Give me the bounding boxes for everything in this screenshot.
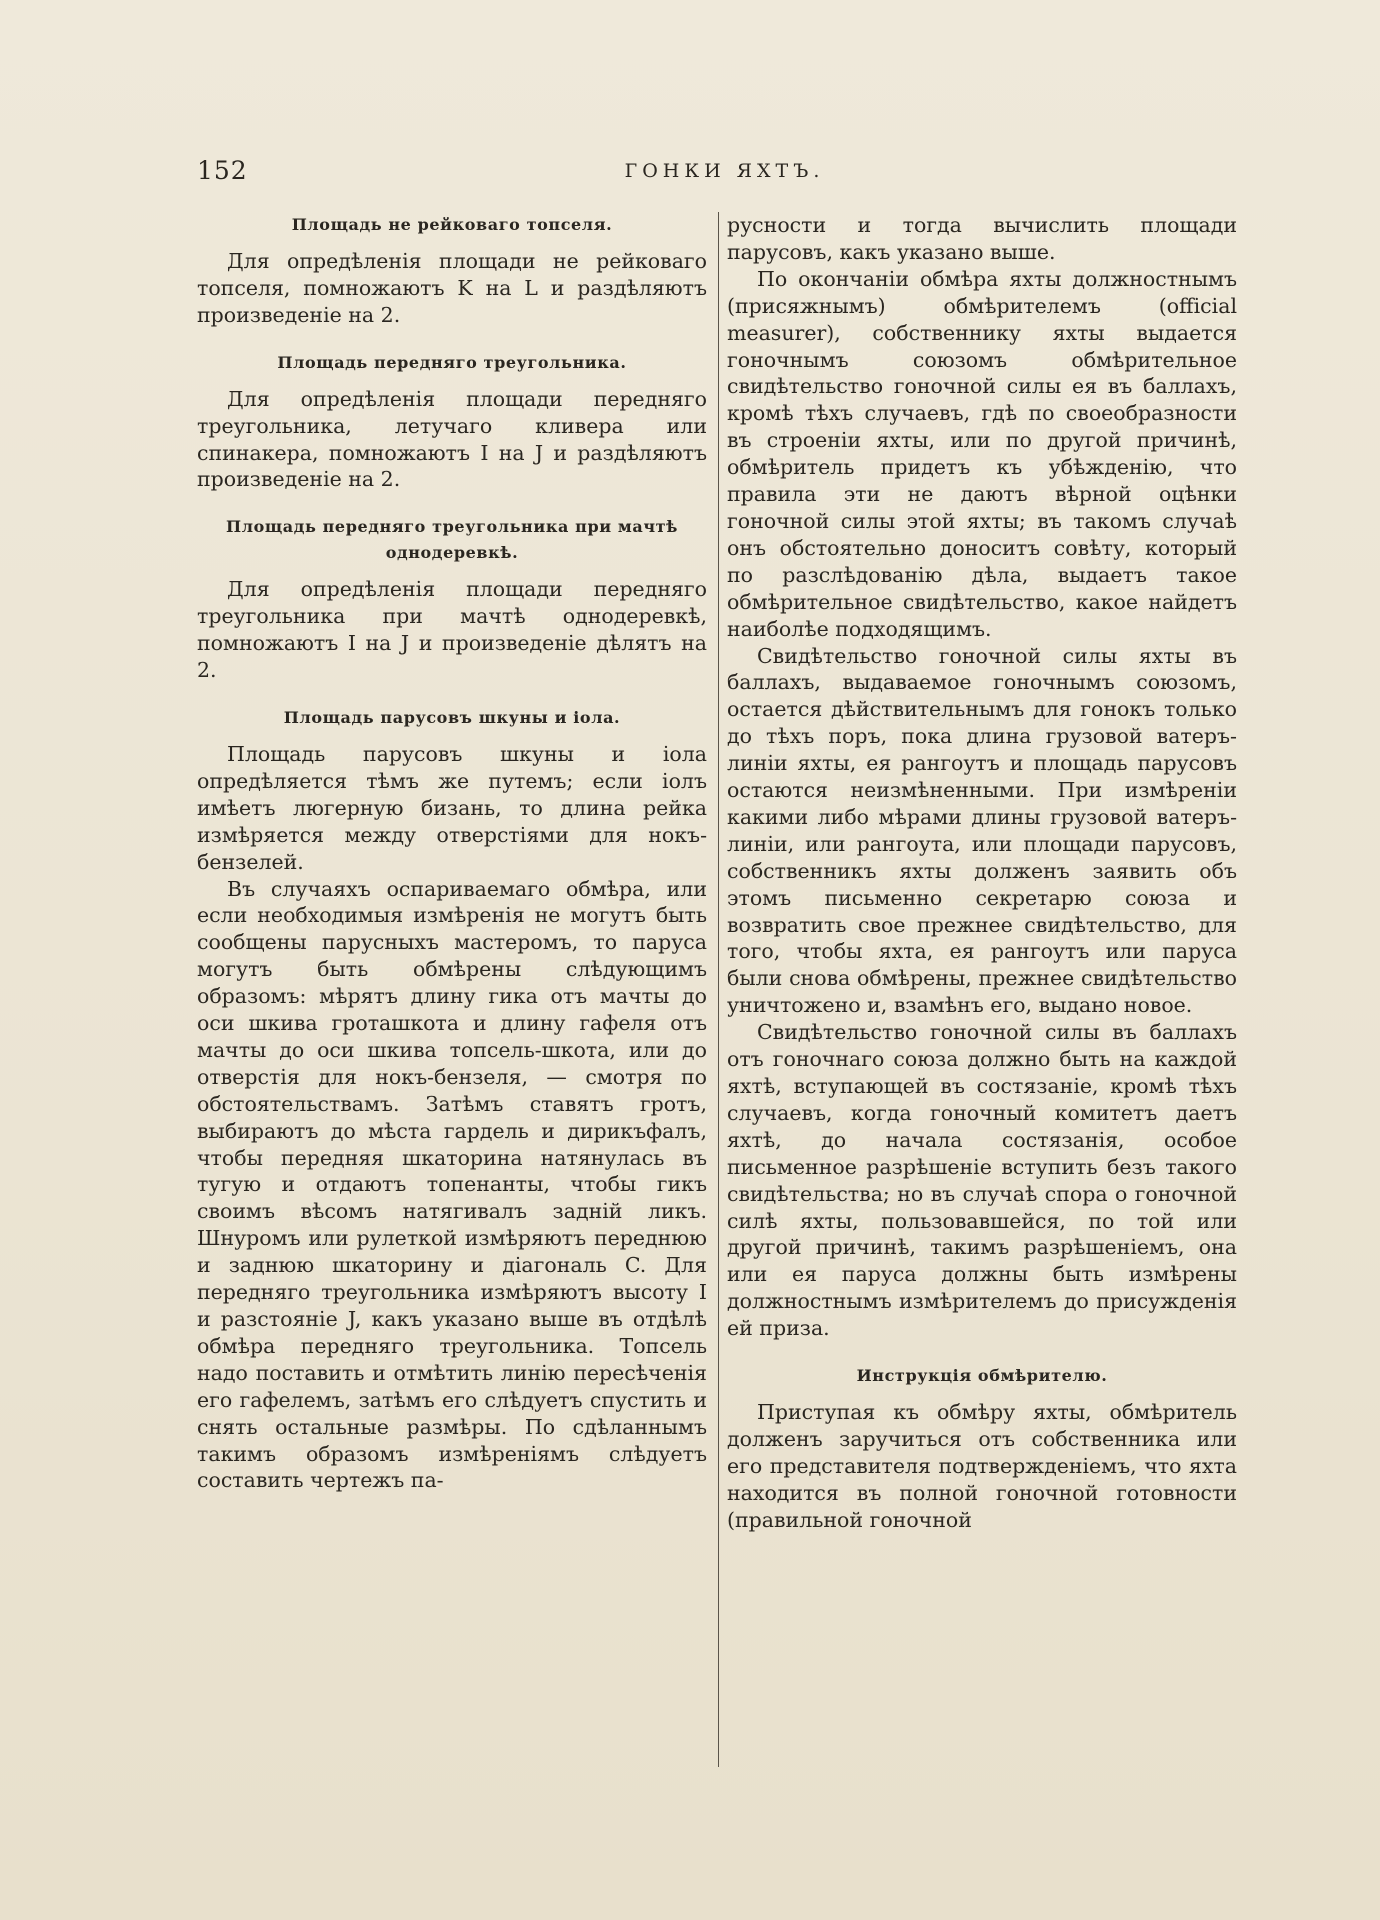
section-heading: Инструкція обмѣрителю. xyxy=(856,1366,1108,1386)
section-heading: Площадь не рейковаго топселя. xyxy=(291,215,613,234)
paragraph: Въ случаяхъ оспариваемаго обмѣра, или если необходимыя измѣренія не могутъ быть сообщены парусныхъ мастеромъ, то паруса могутъ быть обмѣрены слѣдующимъ образомъ: мѣрятъ длину гика отъ мачты до оси шкива гроташкота и длину гафеля отъ мачты до оси шкива топсель-шкота, или до отверстія для нокъ-бензеля, — смотря по обстоятельствамъ. Затѣмъ ставятъ гротъ, выбираютъ до мѣста гардель и дирикъфалъ, чтобы передняя шкаторина натянулась въ тугую и отдаютъ топенанты, чтобы гикъ своимъ вѣсомъ натягивалъ задній ликъ. Шнуромъ или рулеткой измѣряютъ переднюю и заднюю шкаторину и діагональ C. Для передняго треугольника измѣряютъ высоту I и разстояніе J, какъ указано выше въ отдѣлѣ обмѣра передняго треугольника. Топсель надо поставить и отмѣтить линію пересѣченія его гафелемъ, затѣмъ его слѣдуетъ спустить и снять остальные размѣры. По сдѣланнымъ такимъ образомъ измѣреніямъ слѣдуетъ составить чертежъ па- xyxy=(197,876,707,1493)
section-heading: Площадь передняго треугольника при мачтѣ однодеревкѣ. xyxy=(225,517,679,563)
section-heading: Площадь передняго треугольника. xyxy=(277,352,627,372)
left-column xyxy=(197,212,707,1494)
page-number: 152 xyxy=(197,156,248,185)
paragraph: Свидѣтельство гоночной силы въ баллахъ отъ гоночнаго союза должно быть на каждой яхтѣ, вступающей въ состязаніе, кромѣ тѣхъ случаевъ, когда гоночный комитетъ даетъ яхтѣ, до начала состязанія, особое письменное разрѣшеніе вступить безъ такого свидѣтельства; но въ случаѣ спора о гоночной силѣ яхты, пользовавшейся, по той или другой причинѣ, такимъ разрѣшеніемъ, она или ея паруса должны быть измѣрены должностнымъ измѣрителемъ до присужденія ей приза. xyxy=(727,1020,1237,1341)
paragraph: Для опредѣленія площади передняго треугольника, летучаго кливера или спинакера, помножаютъ I на J и раздѣляютъ произведеніе на 2. xyxy=(197,386,707,492)
paragraph: Свидѣтельство гоночной силы яхты въ баллахъ, выдаваемое гоночнымъ союзомъ, остается дѣйствительнымъ для гонокъ только до тѣхъ поръ, пока длина грузовой ватеръ-линіи яхты, ея рангоутъ и площадь парусовъ остаются неизмѣненными. При измѣреніи какими либо мѣрами длины грузовой ватеръ-линіи, или рангоута, или площади парусовъ, собственникъ яхты долженъ заявить объ этомъ письменно секретарю союза и возвратить свое прежнее свидѣтельство, для того, чтобы яхта, ея рангоутъ или паруса были снова обмѣрены, прежнее свидѣтельство уничтожено и, взамѣнъ его, выдано новое. xyxy=(727,643,1237,1018)
running-title: ГОНКИ ЯХТЪ. xyxy=(624,160,825,182)
section-heading: Площадь парусовъ шкуны и іола. xyxy=(283,707,621,727)
paragraph: По окончаніи обмѣра яхты должностнымъ (присяжнымъ) обмѣрителемъ (official measurer), собственнику яхты выдается гоночнымъ союзомъ обмѣрительное свидѣтельство гоночной силы ея въ баллахъ, кромѣ тѣхъ случаевъ, гдѣ по своеобразности въ строеніи яхты, или по другой причинѣ, обмѣритель придетъ къ убѣжденію, что правила эти не даютъ вѣрной оцѣнки гоночной силы этой яхты; въ такомъ случаѣ онъ обстоятельно доноситъ совѣту, который по разслѣдованію дѣла, выдаетъ такое обмѣрительное свидѣтельство, какое найдетъ наиболѣе подходящимъ. xyxy=(727,266,1237,641)
paragraph-continuation: русности и тогда вычислить площади парусовъ, какъ указано выше. xyxy=(727,213,1237,264)
paragraph: Приступая къ обмѣру яхты, обмѣритель долженъ заручиться отъ собственника или его представителя подтвержденіемъ, что яхта находится въ полной гоночной готовности (правильной гоночной xyxy=(727,1400,1237,1532)
paragraph: Площадь парусовъ шкуны и іола опредѣляется тѣмъ же путемъ; если іолъ имѣетъ люгерную бизань, то длина рейка измѣряется между отверстіями для нокъ-бензелей. xyxy=(197,741,707,874)
paragraph: Для опредѣленія площади не рейковаго топселя, помножаютъ K на L и раздѣляютъ произведеніе на 2. xyxy=(197,249,707,327)
column-divider xyxy=(718,212,719,1767)
right-column xyxy=(727,212,1237,1534)
paragraph: Для опредѣленія площади передняго треугольника при мачтѣ однодеревкѣ, помножаютъ I на J и произведеніе дѣлятъ на 2. xyxy=(197,577,707,683)
page-header xyxy=(197,156,1252,190)
